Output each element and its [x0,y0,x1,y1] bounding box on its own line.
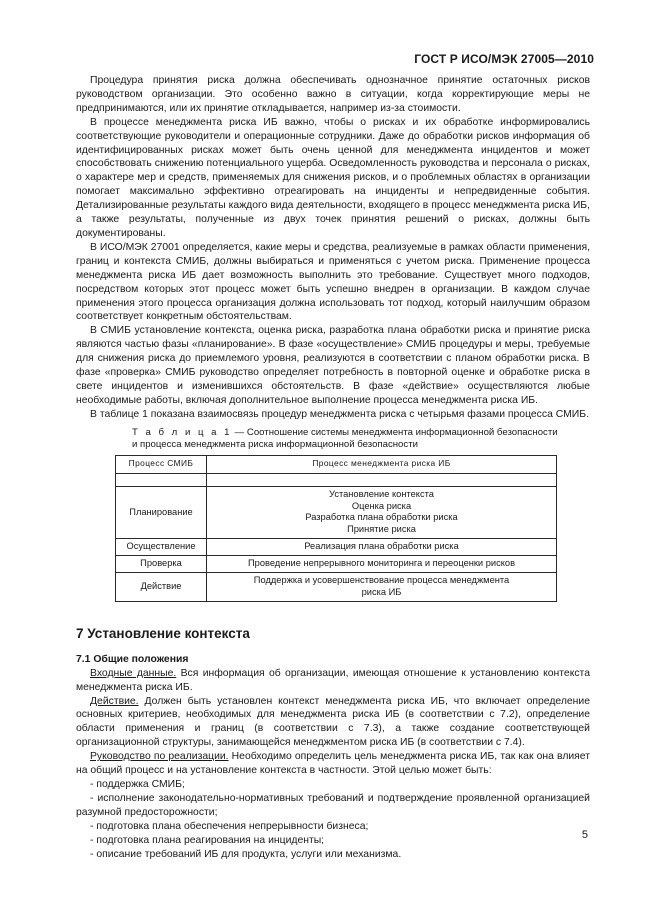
table-row [116,539,557,556]
paragraph: Процедура принятия риска должна обеспечивать однозначное принятие остаточных рисков руководством организации. Это особенно важно в ситуации, когда корректирующие меры не предпринимаются, или их принятие откладывается, например из-за стоимости. [76,75,590,114]
table-header-row [116,455,557,473]
action-text: Должен быть установлен контекст менеджмента риска ИБ, что включает определение основных критериев, необходимых для менеджмента риска ИБ (в соответствии с 7.2), определение области применения и границ (в соответствии с 7.3), а также создание соответствующей организационной структуры, занимающейся менеджментом риска ИБ (в соответствии с 7.4). [76,695,590,749]
list-item: - подготовка плана обеспечения непрерывности бизнеса; [90,820,369,832]
table-caption-line1: — Соотношение системы менеджмента информационной безопасности [231,426,558,438]
table-row [116,573,557,602]
section-title: 7 Установление контекста [76,625,250,641]
process-item: Реализация плана обработки риска [304,541,459,552]
process-item: Разработка плана обработки риска [305,512,458,523]
table-row [116,556,557,573]
table-cell-phase: Планирование [116,486,207,539]
process-item: Принятие риска [347,524,416,535]
paragraph: В ИСО/МЭК 27001 определяется, какие меры и средства, реализуемые в рамках области применения, границ и контекста СМИБ, должны выбираться и применяться с учетом риска. Применение процесса менеджмента риска ИБ дает возможность выполнить это требование. Существует много подходов, посредством которых этот процесс может быть успешно внедрен в организации. В каждом случае применения этого процесса организация должна использовать тот подход, который наилучшим образом соответствует конкретным обстоятельствам. [76,241,590,323]
paragraph: В СМИБ установление контекста, оценка риска, разработка плана обработки риска и принятие риска являются частью фазы «планирование». В фазе «осуществление» СМИБ процедуры и меры, требуемые для снижения риска до приемлемого уровня, реализуются в соответствии с планом обработки риска. В фазе «проверка» СМИБ руководство определяет потребность в повторной оценке и обработке риска в свете инцидентов и изменившихся обстоятельств. В фазе «действие» осуществляются любые необходимые работы, включая дополнительное выполнение процесса менеджмента риска ИБ. [76,325,590,406]
isms-risk-table [115,455,557,602]
table-header-isms: Процесс СМИБ [116,455,207,473]
paragraph: В таблице 1 показана взаимосвязь процедур менеджмента риска с четырьмя фазами процесса СМИБ. [90,408,589,420]
table-cell-phase: Действие [116,573,207,602]
guidance-label: Руководство по реализации. [90,751,229,763]
document-header: ГОСТ Р ИСО/МЭК 27005—2010 [414,52,594,66]
table-cell-phase: Осуществление [116,539,207,556]
table-cell-phase: Проверка [116,556,207,573]
action-label: Действие. [90,695,139,707]
process-item: Поддержка и усовершенствование процесса менеджмента [253,575,510,586]
process-item: риска ИБ [361,587,402,597]
table-cell-process [207,556,557,573]
action-paragraph [76,695,590,751]
table-cell [116,473,207,486]
list-item: - поддержка СМИБ; [90,778,185,790]
table-spacer-row [116,473,557,486]
table-cell-process [207,573,557,602]
document-body [76,74,590,861]
guidance-paragraph [76,750,590,778]
list-item: - исполнение законодательно-нормативных требований и подтверждение проявленной организацией разумной предосторожности; [76,792,590,818]
inputs-paragraph [76,667,590,695]
guidance-text: Необходимо определить цель менеджмента риска ИБ, так как она влияет на общий процесс и на установление контекста в частности. Этой целью может быть: [76,751,591,777]
process-item: Оценка риска [351,500,412,511]
list-item: - описание требований ИБ для продукта, услуги или механизма. [90,848,402,860]
table-header-risk: Процесс менеджмента риска ИБ [207,455,557,473]
table-cell-process [207,539,557,556]
table-caption-line2: и процесса менеджмента риска информационной безопасности [132,439,418,451]
table-caption [132,427,590,452]
table-cell-process [207,486,557,539]
table-caption-label: Т а б л и ц а 1 [132,426,232,438]
process-item: Проведение непрерывного мониторинга и переоценки рисков [247,558,516,569]
table-cell [207,473,557,486]
inputs-text: Вся информация об организации, имеющая отношение к установлению контекста менеджмента риска ИБ. [76,667,590,693]
page-number: 5 [581,829,588,841]
list-item: - подготовка плана реагирования на инциденты; [90,834,325,846]
subsection-title: 7.1 Общие положения [76,653,189,665]
paragraph: В процессе менеджмента риска ИБ важно, чтобы о рисках и их обработке информировались соответствующие руководители и операционные сотрудники. Даже до обработки рисков информация об идентифицированных рисках может быть очень ценной для менеджмента инцидентов и может способствовать снижению потенциального ущерба. Осведомленность руководства и персонала о рисках, о характере мер и средств, применяемых для снижения рисков, и о проблемных областях в организации помогает максимально эффективно отреагировать на инциденты и непредвиденные события. Детализированные результаты каждого вида деятельности, входящего в процесс менеджмента риска ИБ, а также результаты, полученные из двух точек принятия решений о рисках, должны быть документированы. [76,116,590,239]
inputs-label: Входные данные. [90,667,177,679]
table-row [116,486,557,539]
process-item: Установление контекста [329,488,434,499]
